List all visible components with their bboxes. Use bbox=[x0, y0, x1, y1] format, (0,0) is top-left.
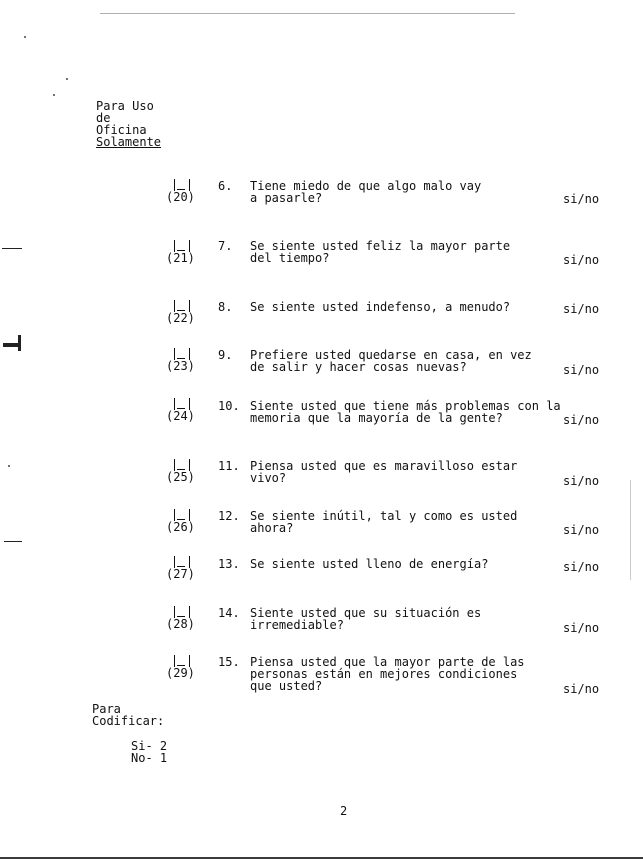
answer-option[interactable]: si/no bbox=[563, 682, 600, 696]
question-number: 15. bbox=[218, 655, 240, 669]
code-number: (26) bbox=[166, 520, 195, 534]
question-line: Se siente usted indefenso, a menudo? bbox=[250, 300, 511, 314]
question-line: Tiene miedo de que algo malo vay bbox=[250, 179, 482, 193]
question-line: Siente usted que su situación es bbox=[250, 606, 482, 620]
code-number: (20) bbox=[166, 190, 195, 204]
question-line: personas están en mejores condiciones bbox=[250, 667, 518, 681]
answer-option[interactable]: si/no bbox=[563, 302, 600, 316]
coding-line: Para bbox=[92, 702, 121, 716]
answer-option[interactable]: si/no bbox=[563, 523, 600, 537]
answer-option[interactable]: si/no bbox=[563, 363, 600, 377]
scan-speck bbox=[66, 78, 68, 80]
coding-value: Si- 2 bbox=[131, 739, 168, 753]
scan-artifact-bottom-line bbox=[0, 857, 643, 859]
question-number: 13. bbox=[218, 557, 240, 571]
question-number: 12. bbox=[218, 509, 240, 523]
office-use-line: Para Uso bbox=[96, 99, 154, 113]
answer-option[interactable]: si/no bbox=[563, 413, 600, 427]
question-line: que usted? bbox=[250, 679, 323, 693]
code-number: (23) bbox=[166, 359, 195, 373]
code-number: (25) bbox=[166, 470, 195, 484]
question-line: Se siente usted lleno de energía? bbox=[250, 557, 489, 571]
code-box[interactable] bbox=[166, 459, 196, 487]
question-text bbox=[250, 558, 590, 570]
scan-speck bbox=[8, 465, 10, 467]
question-text bbox=[250, 607, 590, 631]
question-line: memoria que la mayoría de la gente? bbox=[250, 411, 503, 425]
question-text bbox=[250, 510, 590, 534]
code-box[interactable] bbox=[166, 398, 196, 426]
question-text bbox=[250, 349, 590, 373]
question-number: 10. bbox=[218, 399, 240, 413]
answer-option[interactable]: si/no bbox=[563, 474, 600, 488]
question-text bbox=[250, 240, 590, 264]
answer-option[interactable]: si/no bbox=[563, 621, 600, 635]
question-line: Prefiere usted quedarse en casa, en vez bbox=[250, 348, 532, 362]
code-box[interactable] bbox=[166, 348, 196, 376]
question-number: 11. bbox=[218, 459, 240, 473]
code-number: (22) bbox=[166, 311, 195, 325]
coding-value: No- 1 bbox=[131, 751, 168, 765]
office-use-label bbox=[96, 100, 161, 148]
office-use-line: Oficina bbox=[96, 123, 147, 137]
office-use-line: de bbox=[96, 111, 111, 125]
question-line: Siente usted que tiene más problemas con la bbox=[250, 399, 561, 413]
question-line: Se siente usted feliz la mayor parte bbox=[250, 239, 511, 253]
office-use-underlined: Solamente bbox=[96, 135, 162, 149]
code-number: (21) bbox=[166, 251, 195, 265]
margin-mark bbox=[2, 248, 22, 249]
question-number: 9. bbox=[218, 348, 233, 362]
question-number: 14. bbox=[218, 606, 240, 620]
answer-option[interactable]: si/no bbox=[563, 560, 600, 574]
question-line: Se siente inútil, tal y como es usted bbox=[250, 509, 518, 523]
code-number: (27) bbox=[166, 567, 195, 581]
question-text bbox=[250, 301, 590, 313]
question-line: Piensa usted que la mayor parte de las bbox=[250, 655, 525, 669]
code-box[interactable] bbox=[166, 509, 196, 537]
question-line: Piensa usted que es maravilloso estar bbox=[250, 459, 518, 473]
code-box[interactable] bbox=[166, 179, 196, 207]
question-text bbox=[250, 400, 590, 424]
page-number: 2 bbox=[340, 804, 348, 818]
margin-mark bbox=[18, 335, 21, 351]
coding-label bbox=[92, 703, 164, 727]
scan-speck bbox=[53, 94, 55, 96]
scan-speck bbox=[24, 36, 26, 38]
question-line: ahora? bbox=[250, 521, 294, 535]
answer-option[interactable]: si/no bbox=[563, 253, 600, 267]
scan-artifact-top-line bbox=[100, 13, 515, 14]
scan-artifact-right-edge bbox=[630, 480, 631, 580]
question-line: vivo? bbox=[250, 471, 287, 485]
code-box[interactable] bbox=[166, 300, 196, 328]
question-text bbox=[250, 180, 590, 204]
question-line: del tiempo? bbox=[250, 251, 330, 265]
question-text bbox=[250, 460, 590, 484]
code-number: (29) bbox=[166, 666, 195, 680]
question-line: a pasarle? bbox=[250, 191, 323, 205]
code-box[interactable] bbox=[166, 556, 196, 584]
question-text bbox=[250, 656, 590, 692]
answer-option[interactable]: si/no bbox=[563, 192, 600, 206]
question-line: irremediable? bbox=[250, 618, 344, 632]
coding-line: Codificar: bbox=[92, 714, 165, 728]
code-box[interactable] bbox=[166, 606, 196, 634]
code-box[interactable] bbox=[166, 655, 196, 683]
margin-mark bbox=[4, 541, 22, 542]
question-number: 8. bbox=[218, 300, 233, 314]
code-number: (28) bbox=[166, 617, 195, 631]
coding-values bbox=[131, 740, 167, 764]
question-number: 7. bbox=[218, 239, 233, 253]
code-number: (24) bbox=[166, 409, 195, 423]
question-line: de salir y hacer cosas nuevas? bbox=[250, 360, 467, 374]
code-box[interactable] bbox=[166, 240, 196, 268]
question-number: 6. bbox=[218, 179, 233, 193]
